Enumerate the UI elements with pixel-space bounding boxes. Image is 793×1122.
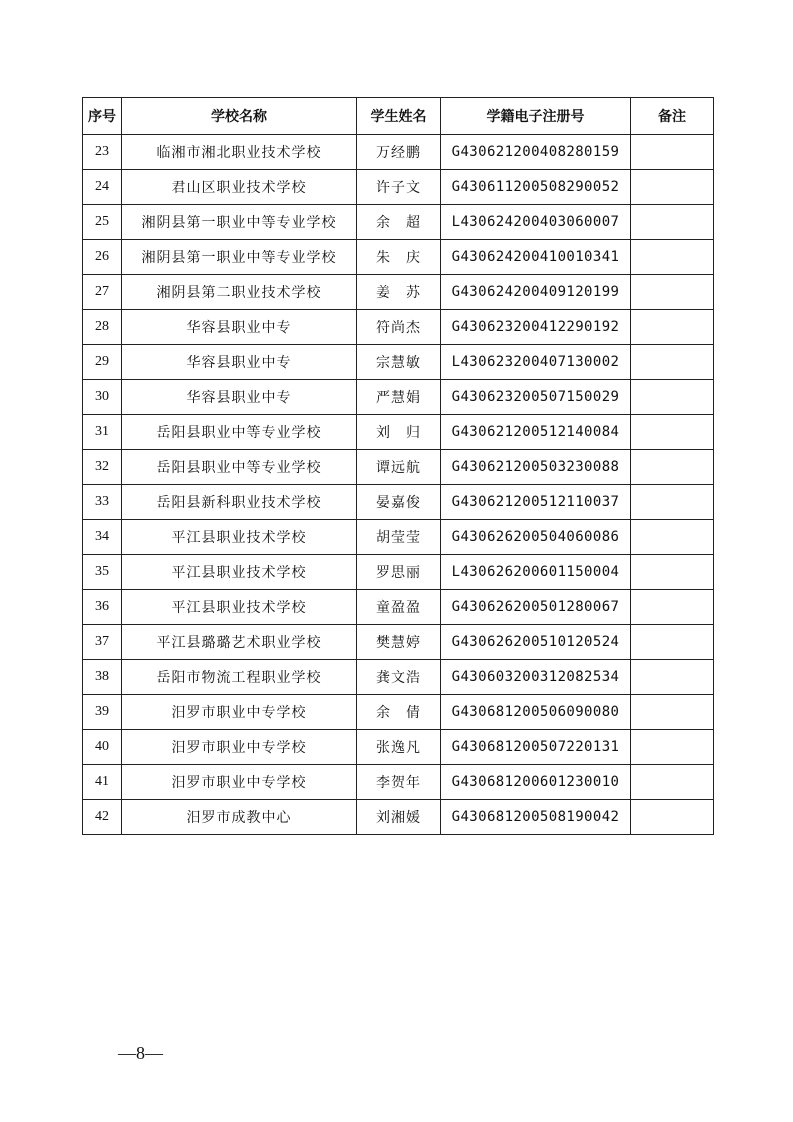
- cell-registration-number: G430611200508290052: [441, 170, 631, 205]
- cell-registration-number: G430621200512110037: [441, 485, 631, 520]
- cell-student-name: 朱 庆: [357, 240, 441, 275]
- table-row: [83, 695, 714, 730]
- cell-index: 41: [83, 765, 122, 800]
- table-row: [83, 590, 714, 625]
- table-row: [83, 520, 714, 555]
- cell-student-name: 罗思丽: [357, 555, 441, 590]
- table-row: [83, 555, 714, 590]
- cell-registration-number: G430623200412290192: [441, 310, 631, 345]
- cell-student-name: 刘湘媛: [357, 800, 441, 835]
- table-row: [83, 135, 714, 170]
- table-header-row: [83, 98, 714, 135]
- cell-registration-number: G430681200506090080: [441, 695, 631, 730]
- cell-index: 29: [83, 345, 122, 380]
- cell-index: 42: [83, 800, 122, 835]
- table-row: [83, 240, 714, 275]
- cell-student-name: 余 超: [357, 205, 441, 240]
- cell-registration-number: G430624200409120199: [441, 275, 631, 310]
- cell-index: 39: [83, 695, 122, 730]
- table-row: [83, 170, 714, 205]
- cell-school-name: 汨罗市职业中专学校: [122, 730, 357, 765]
- cell-registration-number: G430624200410010341: [441, 240, 631, 275]
- cell-school-name: 汨罗市职业中专学校: [122, 695, 357, 730]
- header-school-name: 学校名称: [122, 98, 357, 135]
- header-student-name: 学生姓名: [357, 98, 441, 135]
- cell-school-name: 湘阴县第一职业中等专业学校: [122, 205, 357, 240]
- cell-school-name: 临湘市湘北职业技术学校: [122, 135, 357, 170]
- cell-index: 31: [83, 415, 122, 450]
- cell-registration-number: G430681200508190042: [441, 800, 631, 835]
- cell-note: [631, 520, 714, 555]
- cell-student-name: 符尚杰: [357, 310, 441, 345]
- cell-school-name: 平江县职业技术学校: [122, 555, 357, 590]
- cell-note: [631, 450, 714, 485]
- cell-registration-number: G430626200504060086: [441, 520, 631, 555]
- cell-registration-number: L430626200601150004: [441, 555, 631, 590]
- cell-registration-number: G430626200501280067: [441, 590, 631, 625]
- cell-school-name: 君山区职业技术学校: [122, 170, 357, 205]
- table-row: [83, 205, 714, 240]
- cell-registration-number: G430603200312082534: [441, 660, 631, 695]
- cell-index: 27: [83, 275, 122, 310]
- cell-student-name: 严慧娟: [357, 380, 441, 415]
- cell-index: 24: [83, 170, 122, 205]
- cell-school-name: 平江县职业技术学校: [122, 520, 357, 555]
- cell-registration-number: L430623200407130002: [441, 345, 631, 380]
- cell-index: 38: [83, 660, 122, 695]
- table-row: [83, 450, 714, 485]
- cell-index: 32: [83, 450, 122, 485]
- cell-note: [631, 625, 714, 660]
- cell-registration-number: G430681200507220131: [441, 730, 631, 765]
- cell-index: 36: [83, 590, 122, 625]
- cell-note: [631, 695, 714, 730]
- cell-school-name: 岳阳县职业中等专业学校: [122, 415, 357, 450]
- cell-registration-number: L430624200403060007: [441, 205, 631, 240]
- cell-note: [631, 415, 714, 450]
- table-row: [83, 310, 714, 345]
- cell-school-name: 岳阳县职业中等专业学校: [122, 450, 357, 485]
- cell-index: 26: [83, 240, 122, 275]
- table-row: [83, 275, 714, 310]
- cell-note: [631, 205, 714, 240]
- cell-school-name: 华容县职业中专: [122, 345, 357, 380]
- table-row: [83, 800, 714, 835]
- table-row: [83, 730, 714, 765]
- header-index: 序号: [83, 98, 122, 135]
- cell-registration-number: G430681200601230010: [441, 765, 631, 800]
- cell-student-name: 晏嘉俊: [357, 485, 441, 520]
- cell-student-name: 姜 苏: [357, 275, 441, 310]
- cell-registration-number: G430621200503230088: [441, 450, 631, 485]
- cell-student-name: 万经鹏: [357, 135, 441, 170]
- cell-index: 33: [83, 485, 122, 520]
- cell-index: 35: [83, 555, 122, 590]
- cell-note: [631, 240, 714, 275]
- cell-school-name: 湘阴县第一职业中等专业学校: [122, 240, 357, 275]
- cell-student-name: 宗慧敏: [357, 345, 441, 380]
- cell-student-name: 胡莹莹: [357, 520, 441, 555]
- cell-student-name: 樊慧婷: [357, 625, 441, 660]
- cell-school-name: 岳阳市物流工程职业学校: [122, 660, 357, 695]
- page-number: —8—: [118, 1043, 163, 1063]
- table-row: [83, 660, 714, 695]
- table-row: [83, 485, 714, 520]
- cell-student-name: 刘 归: [357, 415, 441, 450]
- cell-school-name: 华容县职业中专: [122, 310, 357, 345]
- cell-school-name: 湘阴县第二职业技术学校: [122, 275, 357, 310]
- cell-student-name: 谭远航: [357, 450, 441, 485]
- cell-note: [631, 765, 714, 800]
- cell-index: 23: [83, 135, 122, 170]
- cell-note: [631, 170, 714, 205]
- cell-note: [631, 275, 714, 310]
- cell-school-name: 平江县职业技术学校: [122, 590, 357, 625]
- table-row: [83, 625, 714, 660]
- cell-student-name: 许子文: [357, 170, 441, 205]
- table-row: [83, 380, 714, 415]
- cell-student-name: 李贺年: [357, 765, 441, 800]
- cell-note: [631, 380, 714, 415]
- cell-registration-number: G430621200512140084: [441, 415, 631, 450]
- table-body: [83, 135, 714, 835]
- header-note: 备注: [631, 98, 714, 135]
- cell-note: [631, 660, 714, 695]
- cell-registration-number: G430626200510120524: [441, 625, 631, 660]
- cell-index: 30: [83, 380, 122, 415]
- cell-note: [631, 730, 714, 765]
- cell-registration-number: G430621200408280159: [441, 135, 631, 170]
- cell-index: 40: [83, 730, 122, 765]
- cell-index: 28: [83, 310, 122, 345]
- cell-student-name: 童盈盈: [357, 590, 441, 625]
- cell-note: [631, 310, 714, 345]
- cell-note: [631, 555, 714, 590]
- cell-student-name: 张逸凡: [357, 730, 441, 765]
- header-registration-number: 学籍电子注册号: [441, 98, 631, 135]
- cell-school-name: 汨罗市职业中专学校: [122, 765, 357, 800]
- cell-note: [631, 135, 714, 170]
- cell-index: 37: [83, 625, 122, 660]
- cell-note: [631, 345, 714, 380]
- student-registration-table: [82, 97, 714, 835]
- cell-school-name: 平江县璐璐艺术职业学校: [122, 625, 357, 660]
- cell-student-name: 龚文浩: [357, 660, 441, 695]
- table-row: [83, 415, 714, 450]
- cell-school-name: 华容县职业中专: [122, 380, 357, 415]
- cell-school-name: 岳阳县新科职业技术学校: [122, 485, 357, 520]
- cell-note: [631, 590, 714, 625]
- cell-student-name: 余 倩: [357, 695, 441, 730]
- cell-index: 34: [83, 520, 122, 555]
- cell-index: 25: [83, 205, 122, 240]
- cell-note: [631, 800, 714, 835]
- cell-note: [631, 485, 714, 520]
- table-row: [83, 765, 714, 800]
- cell-registration-number: G430623200507150029: [441, 380, 631, 415]
- cell-school-name: 汨罗市成教中心: [122, 800, 357, 835]
- table-row: [83, 345, 714, 380]
